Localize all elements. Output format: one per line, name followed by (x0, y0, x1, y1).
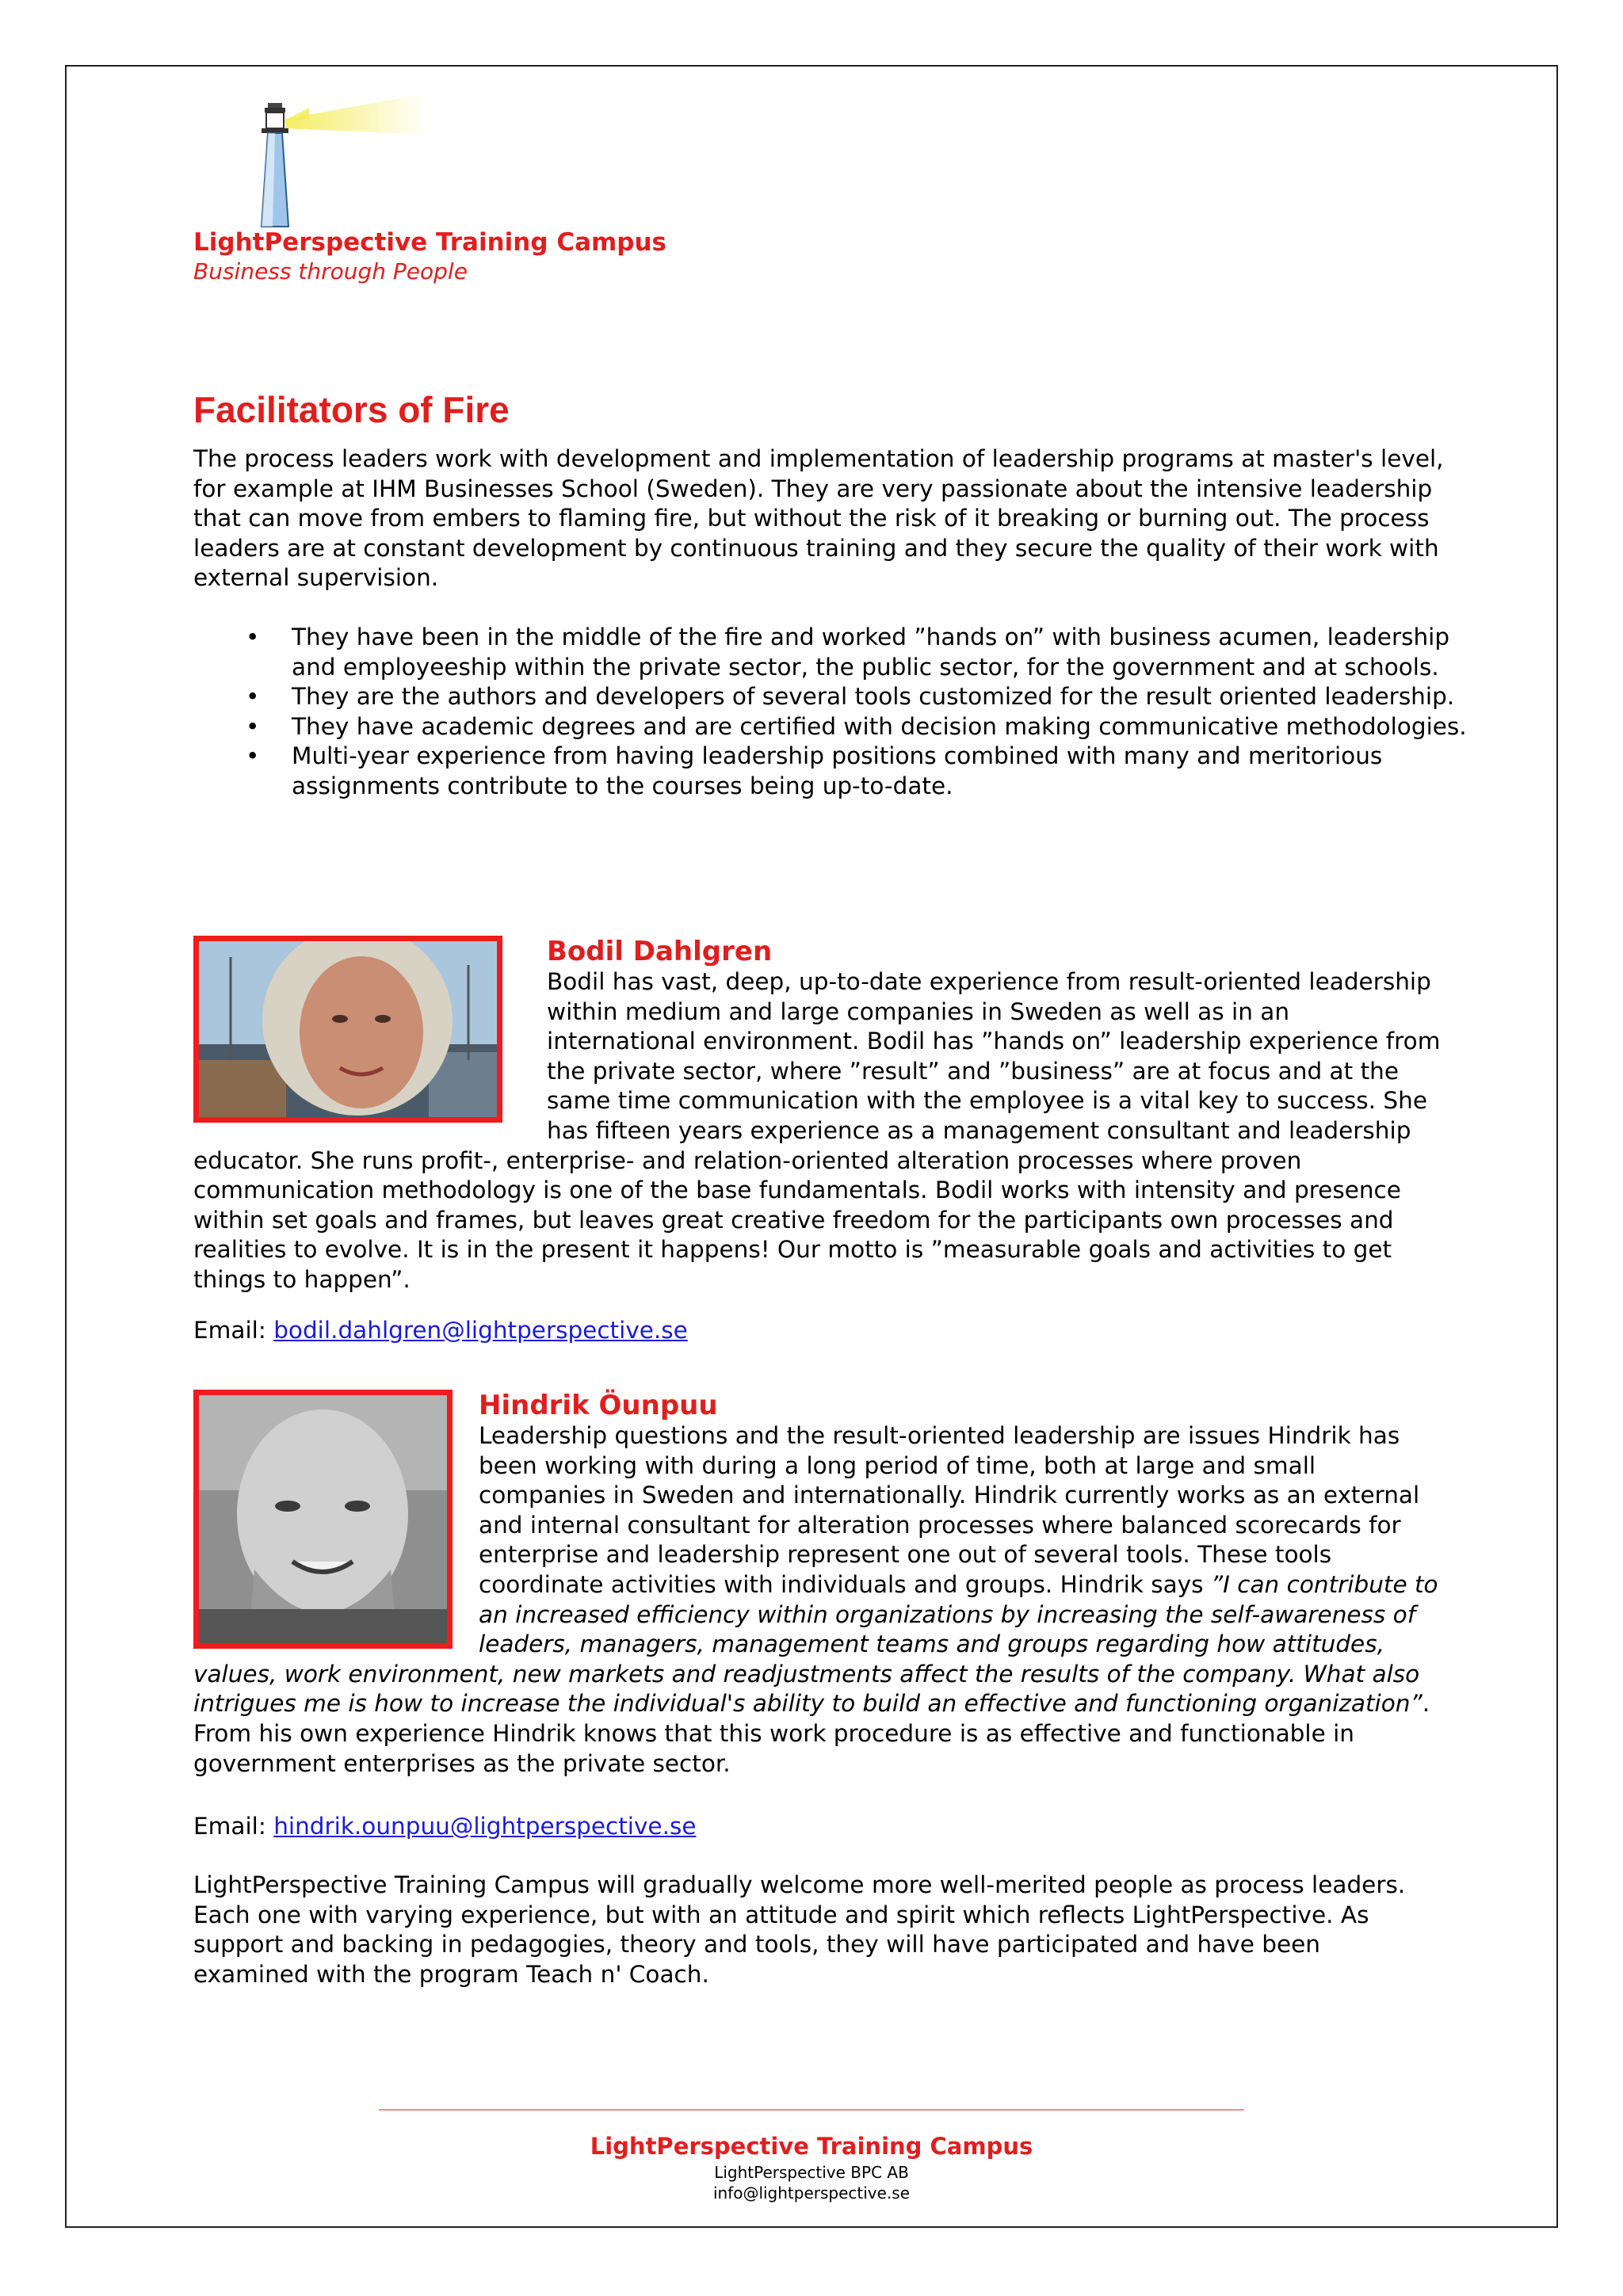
email-label: Email: (193, 1317, 266, 1344)
brand-name: LightPerspective Training Campus (193, 228, 667, 257)
list-item (193, 742, 1477, 801)
facilitator-photo (193, 1390, 453, 1649)
list-item-text: They are the authors and developers of several tools customized for the result oriented leadership. (292, 683, 1455, 711)
facilitator-name: Hindrik Öunpuu (479, 1390, 718, 1421)
bio-quote: ”I can contribute to an increased efficiency within organizations by increasing the self-awareness of leaders, managers, management teams and groups regarding how attitudes, values, work environment, new markets and readjustments affect the results of the company. What also intrigues me is how to increase the individual's ability to build an effective and functioning organization” (193, 1570, 1438, 1718)
list-item-text: They have been in the middle of the fire and worked ”hands on” with business acumen, leadership and employeeship within the private sector, the public sector, for the government and at schools. (292, 624, 1450, 681)
bullet-icon: • (246, 683, 260, 711)
bio-text: Leadership questions and the result-oriented leadership are issues Hindrik has been working with during a long period of time, both at large and small companies in Sweden and internationally. Hindrik currently works as an external and internal consultant for alteration processes where balanced scorecards for enterprise and leadership represent one out of several tools. These tools coordinate activities with individuals and groups. Hindrik says (479, 1422, 1420, 1598)
bullet-icon: • (246, 742, 260, 770)
list-item (193, 623, 1477, 682)
email-link[interactable]: hindrik.ounpuu@lightperspective.se (273, 1813, 697, 1840)
email-link[interactable]: bodil.dahlgren@lightperspective.se (273, 1317, 688, 1344)
facilitator-bodil (193, 936, 1445, 1295)
list-item-text: Multi-year experience from having leadership positions combined with many and meritorious assignments contribute to the courses being up-to-date. (292, 742, 1383, 799)
facilitator-hindrik (193, 1390, 1445, 1779)
facilitator-bio: Bodil has vast, deep, up-to-date experience from result-oriented leadership within medium and large companies in Sweden as well as in an international environment. Bodil has ”hands on” leadership experience from the private sector, where ”result” and ”business” are at focus and at the same time communication with the employee is a vital key to success. She has fifteen years experience as a management consultant and leadership educator. She runs profit-, enterprise- and relation-oriented alteration processes where proven communication methodology is one of the base fundamentals. Bodil works with intensity and presence within set goals and frames, but leaves great creative freedom for the participants own processes and realities to evolve. It is in the present it happens! Our motto is ”measurable goals and activities to get things to happen”. (193, 968, 1441, 1293)
closing-paragraph: LightPerspective Training Campus will gradually welcome more well-merited people as process leaders. Each one with varying experience, but with an attitude and spirit which reflects LightPerspective. As support and backing in pedagogies, theory and tools, they will have participated and have been examined with the program Teach n' Coach. (193, 1871, 1406, 1988)
bio-text-end: . From his own experience Hindrik knows that this work procedure is as effective and functionable in government enterprises as the private sector. (193, 1690, 1430, 1777)
facilitator-photo (193, 936, 502, 1123)
footer-brand: LightPerspective Training Campus (590, 2133, 1033, 2160)
intro-paragraph: The process leaders work with development and implementation of leadership programs at master's level, for example at IHM Businesses School (Sweden). They are very passionate about the intensive leadership that can move from embers to flaming fire, but without the risk of it breaking or burning out. The process leaders are at constant development by continuous training and they secure the quality of their work with external supervision. (193, 445, 1444, 592)
facilitator-name: Bodil Dahlgren (547, 936, 773, 967)
footer-divider (379, 2109, 1244, 2111)
bullet-icon: • (246, 624, 260, 650)
facilitator-email-line (193, 1812, 696, 1842)
facilitator-email-line (193, 1316, 688, 1346)
list-item-text: They have academic degrees and are certified with decision making communicative methodologies. (292, 712, 1467, 740)
list-item (193, 682, 1477, 712)
footer-email: info@lightperspective.se (712, 2183, 911, 2203)
list-item (193, 712, 1477, 742)
footer-company: LightPerspective BPC AB (714, 2163, 909, 2182)
email-label: Email: (193, 1813, 266, 1840)
brand-tagline: Business through People (193, 258, 468, 284)
qualifications-list (193, 623, 1477, 802)
lighthouse-icon (190, 87, 428, 230)
bullet-icon: • (246, 712, 260, 740)
page-title: Facilitators of Fire (193, 389, 510, 430)
